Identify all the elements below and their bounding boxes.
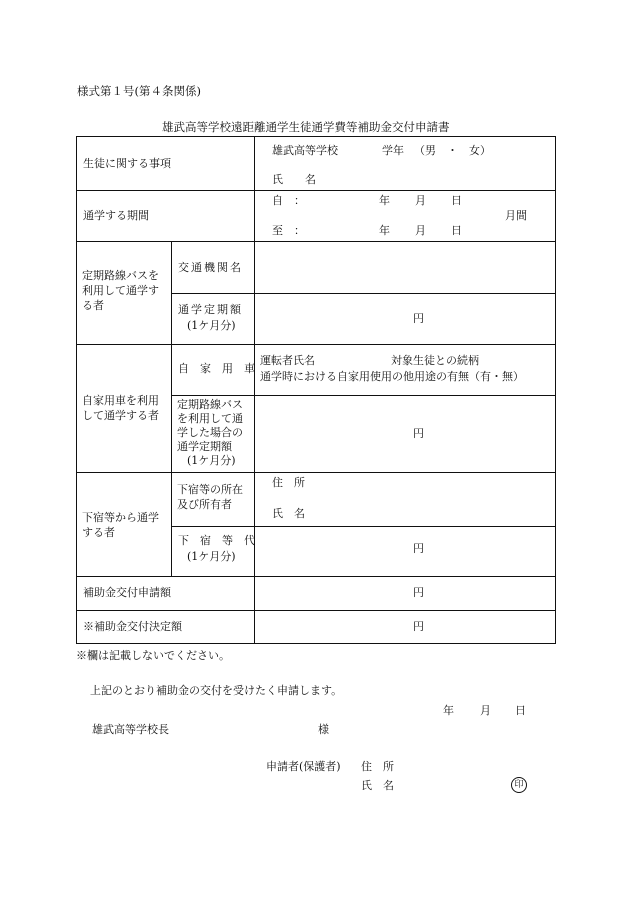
car-bus-pass-sub: (1ケ月分) [187,454,236,467]
relation-label: 対象生徒との続柄 [391,354,479,367]
row-divider [76,576,556,577]
row-divider [76,241,556,242]
statement-text: 上記のとおり補助金の交付を受けたく申請します。 [90,684,343,697]
table-border-top [76,136,556,137]
student-label: 生徒に関する事項 [83,157,171,170]
gender-field[interactable]: （男 ・ 女） [414,144,491,157]
requested-amount-yen: 円 [413,586,424,599]
row-divider [76,472,556,473]
lodging-fee-label: 下 宿 等 代 [178,534,255,547]
column-divider [171,241,172,576]
bus-pass-yen: 円 [413,312,424,325]
lodging-owner-label: 下宿等の所在及び所有者 [177,483,243,511]
decided-amount-label: ※補助金交付決定額 [83,620,182,633]
applicant-label: 申請者(保護者) [266,760,341,773]
seal-icon: 印 [511,777,527,793]
decided-amount-yen: 円 [413,620,424,633]
row-divider [76,610,556,611]
column-divider [254,241,255,643]
addressee-honorific: 様 [318,723,329,736]
row-divider [76,190,556,191]
row-divider [171,395,556,396]
lodging-owner-name-label: 氏 名 [272,507,305,520]
lodging-section-label: 下宿等から通学する者 [82,511,159,539]
period-from-day: 日 [451,194,462,207]
applicant-address-label: 住 所 [361,760,394,773]
car-section-label: 自家用車を利用して通学する者 [82,394,159,422]
lodging-fee-sub: (1ケ月分) [187,550,236,563]
commuter-pass-label: 通学定期額 [178,303,243,316]
column-divider [254,136,255,241]
applicant-name-label: 氏 名 [361,779,394,792]
other-use-label: 通学時における自家用使用の他用途の有無（有・無） [260,370,524,383]
student-name-label: 氏 名 [272,173,316,186]
row-divider [171,526,556,527]
grade-label: 学年 [382,144,404,157]
period-from-label: 自 ： [272,194,305,207]
school-name: 雄武高等学校 [272,144,338,157]
row-divider [171,293,556,294]
period-from-month: 月 [415,194,426,207]
bus-section-label: 定期路線バスを利用して通学する者 [82,269,159,312]
addressee-name: 雄武高等学校長 [92,723,169,736]
application-table [76,136,556,644]
period-label: 通学する期間 [83,209,149,222]
table-border-bottom [76,643,556,644]
note-text: ※欄は記載しないでください。 [76,649,230,662]
driver-name-label: 運転者氏名 [260,354,315,367]
period-from-year: 年 [379,194,390,207]
date-month: 月 [480,704,491,717]
car-bus-pass-yen: 円 [413,427,424,440]
form-title: 雄武高等学校遠距離通学生徒通学費等補助金交付申請書 [162,120,450,134]
date-year: 年 [443,704,454,717]
period-to-month: 月 [415,224,426,237]
table-border-right [555,136,556,644]
transport-agency-label: 交通機関名 [178,261,243,274]
car-bus-pass-label: 定期路線バスを利用して通学した場合の通学定期額 [177,398,243,453]
period-to-year: 年 [379,224,390,237]
lodging-fee-yen: 円 [413,542,424,555]
lodging-address-label: 住 所 [272,476,305,489]
requested-amount-label: 補助金交付申請額 [83,586,171,599]
period-to-day: 日 [451,224,462,237]
private-car-label: 自 家 用 車 [178,362,255,375]
form-number: 様式第１号(第４条関係) [77,84,201,98]
period-months: 月間 [505,209,527,222]
table-border-left [76,136,77,644]
row-divider [76,344,556,345]
date-day: 日 [515,704,526,717]
period-to-label: 至 ： [272,224,305,237]
commuter-pass-sub: (1ケ月分) [187,319,236,332]
